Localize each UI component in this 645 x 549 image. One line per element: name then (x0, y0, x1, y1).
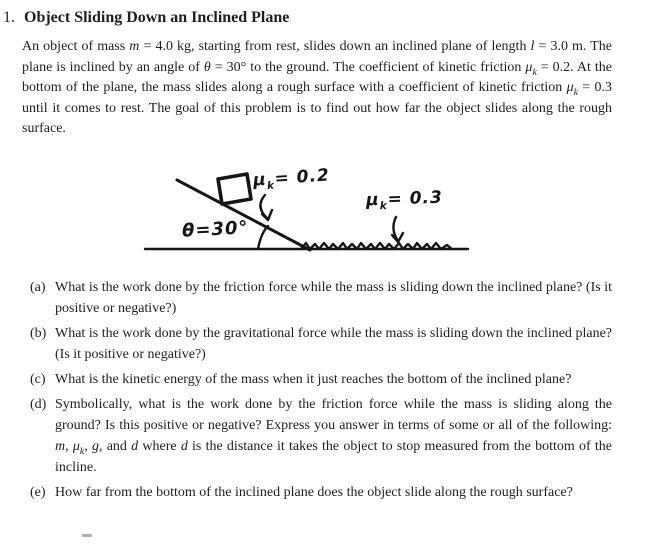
part-e (30, 482, 612, 503)
block (218, 174, 251, 204)
part-d-label: (d) (30, 397, 47, 412)
part-c-label: (c) (30, 372, 46, 387)
part-c-text: What is the kinetic energy of the mass when it just reaches the bottom of the inclined plane? (55, 372, 572, 387)
part-a-label: (a) (30, 280, 46, 295)
part-d (30, 394, 612, 478)
problem-title: Object Sliding Down an Inclined Plane (24, 9, 290, 26)
cut-off-text-fragment (82, 534, 92, 537)
mu-incline-label: $\mu_k= 0.2$ (252, 165, 331, 193)
part-e-text: How far from the bottom of the inclined plane does the object slide along the rough surface? (55, 485, 573, 500)
problem-heading (3, 9, 289, 27)
part-a-text: What is the work done by the friction force while the mass is sliding down the inclined plane? (Is it positive or negative?) (55, 280, 612, 316)
mu-incline-arrowhead (262, 210, 272, 220)
part-b-label: (b) (30, 326, 47, 341)
part-a (30, 277, 612, 319)
incline-diagram (138, 157, 478, 262)
part-b-text: What is the work done by the gravitational force while the mass is sliding down the inclined plane? (Is it positive or negative?) (55, 326, 612, 362)
theta-angle-label: θ=30° (181, 217, 250, 242)
part-e-label: (e) (30, 485, 46, 500)
mu-ground-label: $\mu_k= 0.3$ (365, 187, 444, 213)
part-b (30, 323, 612, 365)
problem-parts-list (30, 277, 612, 507)
angle-arc (258, 226, 268, 249)
problem-statement: An object of mass m = 4.0 kg, starting from rest, slides down an inclined plane of length l = 3.0 m. The plane is inclined by an angle of θ = 30° to the ground. The coefficient of kinetic friction $\mu_k = 0.2$. At the bottom of the plane, the mass slides along a rough surface with a coefficient of kinetic friction $\mu_k = 0.3$ until it comes to rest. The goal of this problem is to find out how far the object slides along the rough surface. (22, 39, 612, 136)
part-c (30, 369, 612, 390)
part-d-text: Symbolically, what is the work done by the friction force while the mass is sliding along the ground? Is this positive or negative? Express you answer in terms of some or all of the following: m, $\mu_k$, g, and d where d is the distance it takes the object to stop measured from the bottom of the incline. (55, 397, 613, 475)
problem-number: 1. (3, 9, 15, 26)
